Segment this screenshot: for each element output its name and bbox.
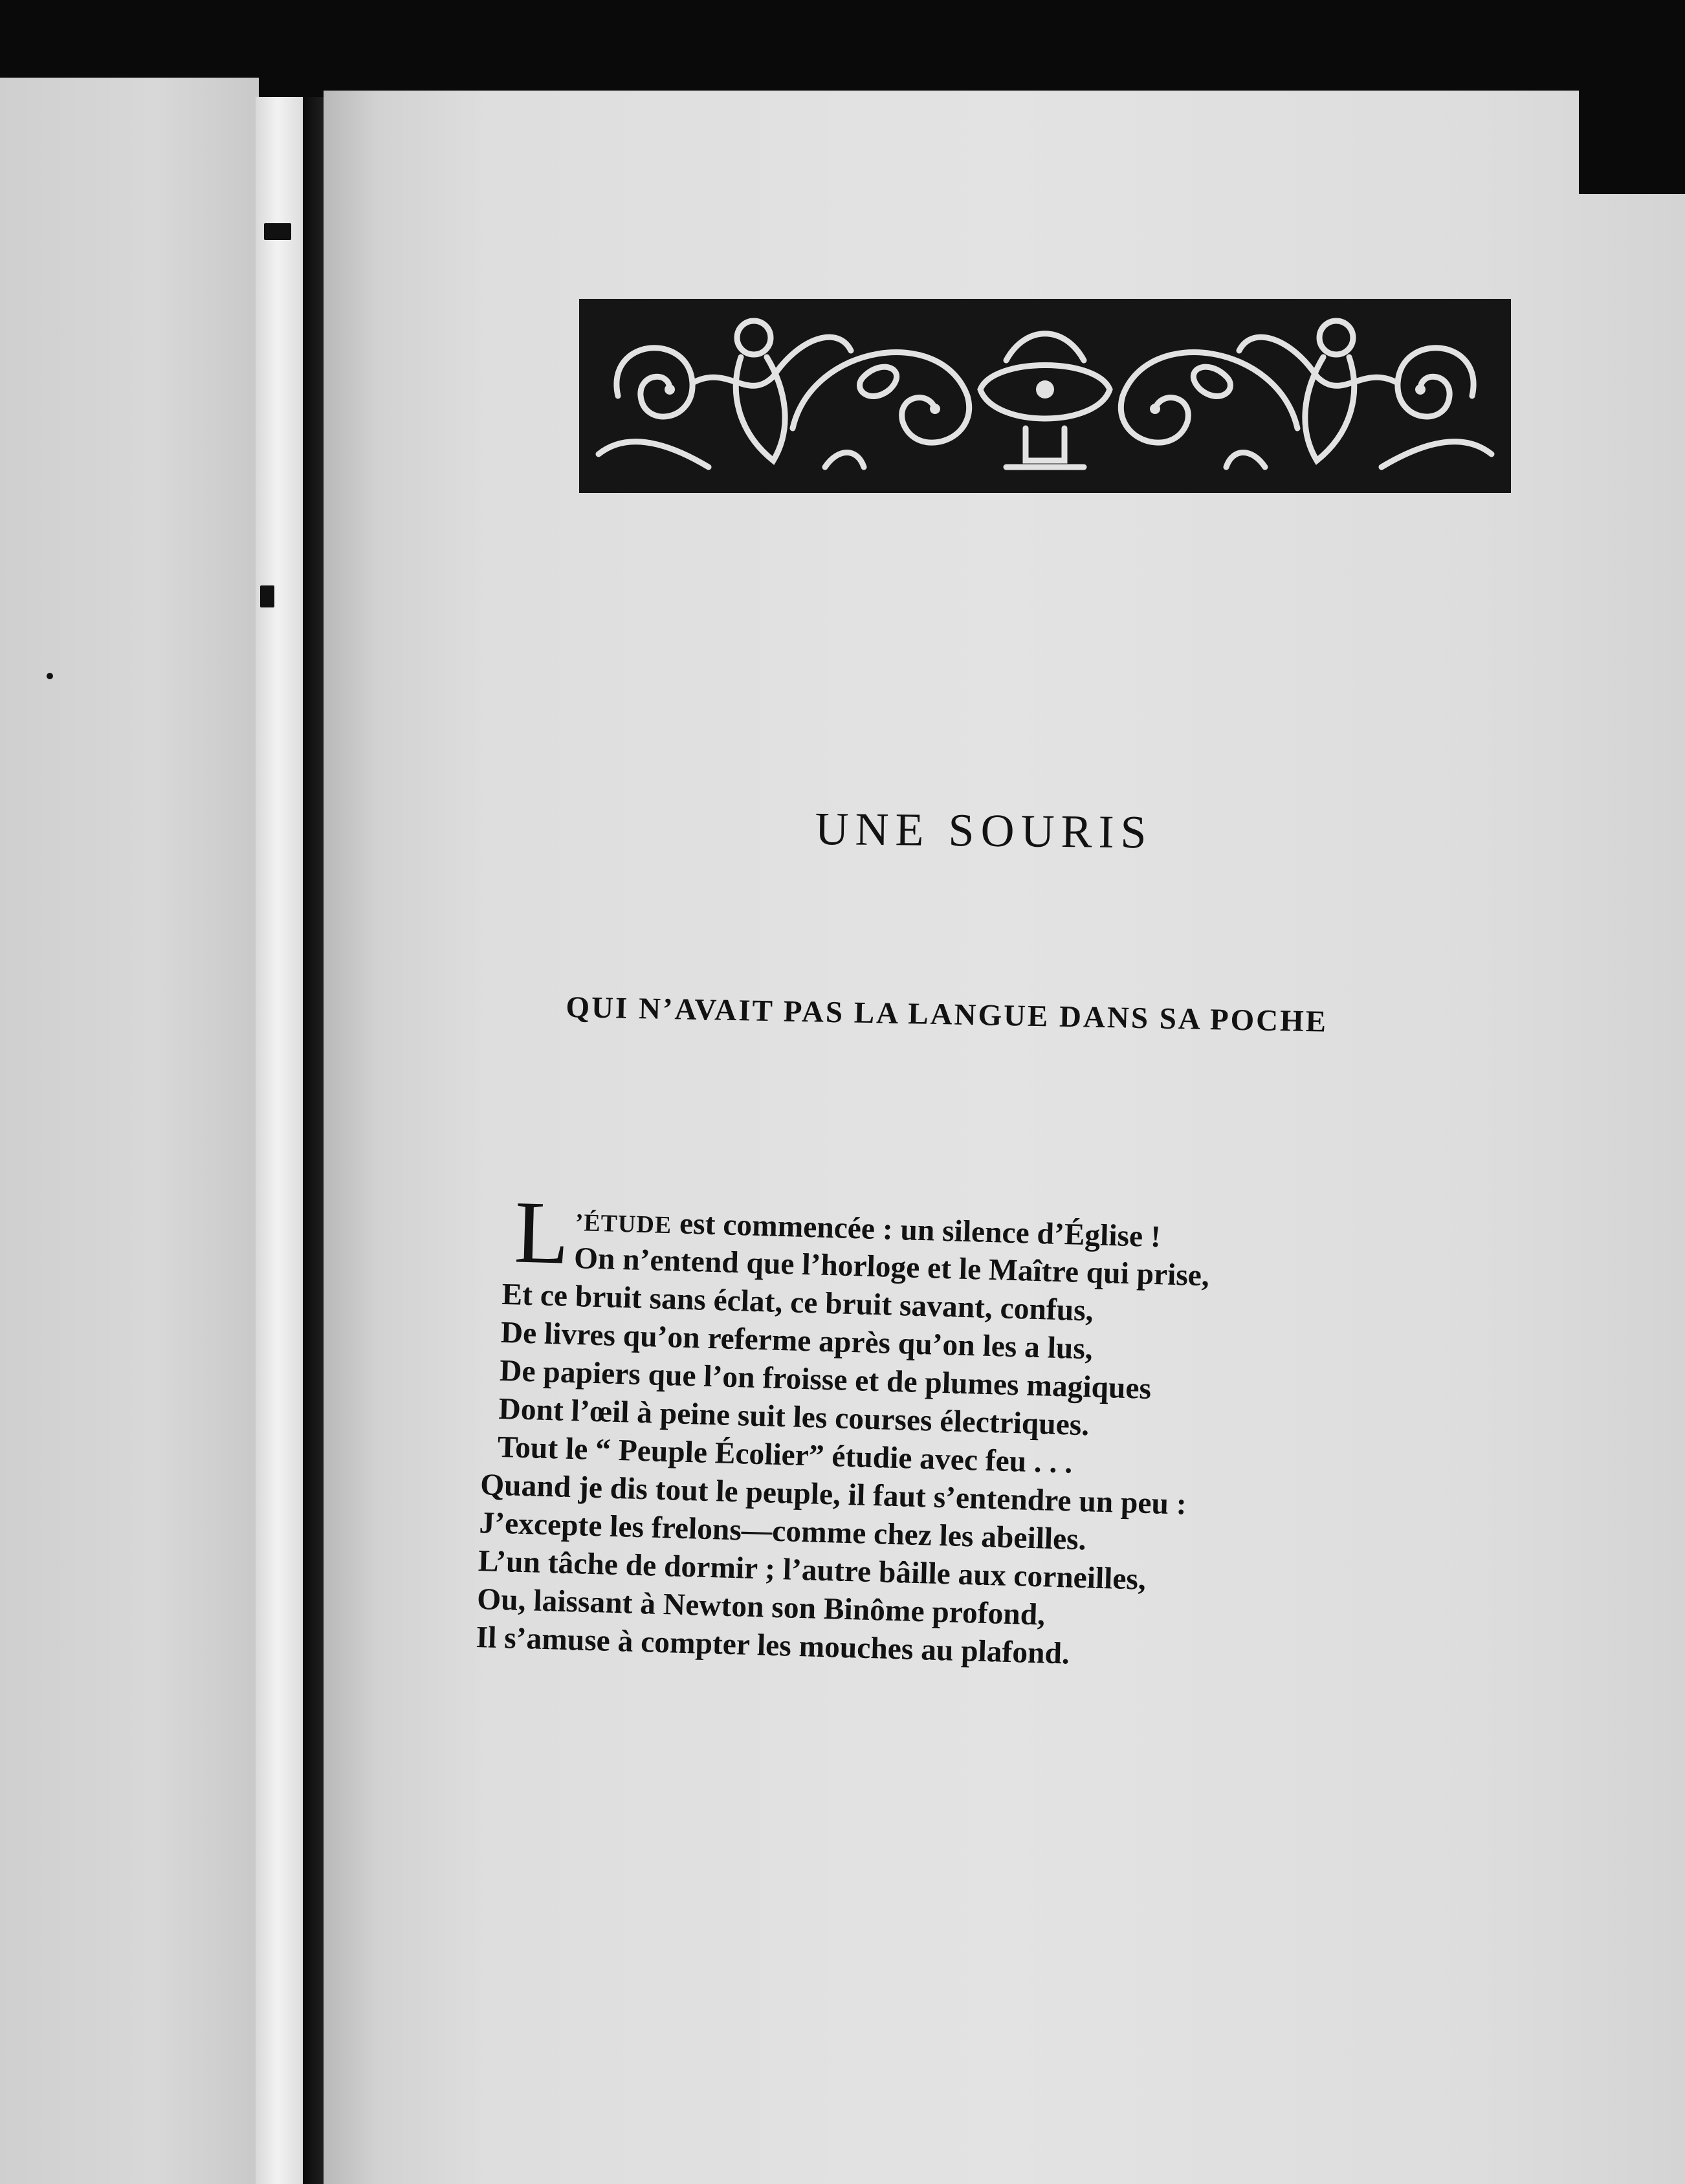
ornamental-headpiece-icon (579, 299, 1511, 493)
first-line-text: est commencée : un silence d’Église ! (671, 1207, 1162, 1254)
page-subtitle: QUI N’AVAIT PAS LA LANGUE DANS SA POCHE (565, 990, 1328, 1039)
binding-mark (264, 223, 291, 240)
previous-page (0, 78, 259, 2184)
poem-line: De livres qu’on referme après qu’on les a lus, (500, 1315, 1094, 1366)
page-speck (47, 673, 53, 679)
poem-line: De papiers que l’on froisse et de plumes magiques (499, 1353, 1152, 1406)
page-binding-edge (256, 97, 304, 2184)
poem-line: Et ce bruit sans éclat, ce bruit savant, confus, (501, 1277, 1094, 1328)
poem-line: Dont l’œil à peine suit les courses électriques. (498, 1392, 1090, 1443)
poem-line: L’un tâche de dormir ; l’autre bâille aux corneilles, (478, 1544, 1147, 1597)
first-word-smallcaps: ’ÉTUDE (575, 1209, 672, 1239)
page-title: UNE SOURIS (815, 803, 1154, 858)
poem-body (466, 1182, 1453, 1800)
poem-line: J’excepte les frelons—comme chez les abeilles. (478, 1506, 1087, 1557)
poem-line: On n’entend que l’horloge et le Maître qui prise, (573, 1241, 1210, 1293)
poem-line: Tout le “ Peuple Écolier” étudie avec feu . . . (497, 1430, 1074, 1480)
poem-line: Il s’amuse à compter les mouches au plafond. (475, 1621, 1070, 1671)
drop-cap: L (513, 1182, 571, 1283)
binding-mark (260, 585, 274, 607)
scan-border (1579, 0, 1685, 194)
poem-line: Quand je dis tout le peuple, il faut s’entendre un peu : (479, 1468, 1187, 1522)
poem-line: Ou, laissant à Newton son Binôme profond, (476, 1582, 1046, 1632)
